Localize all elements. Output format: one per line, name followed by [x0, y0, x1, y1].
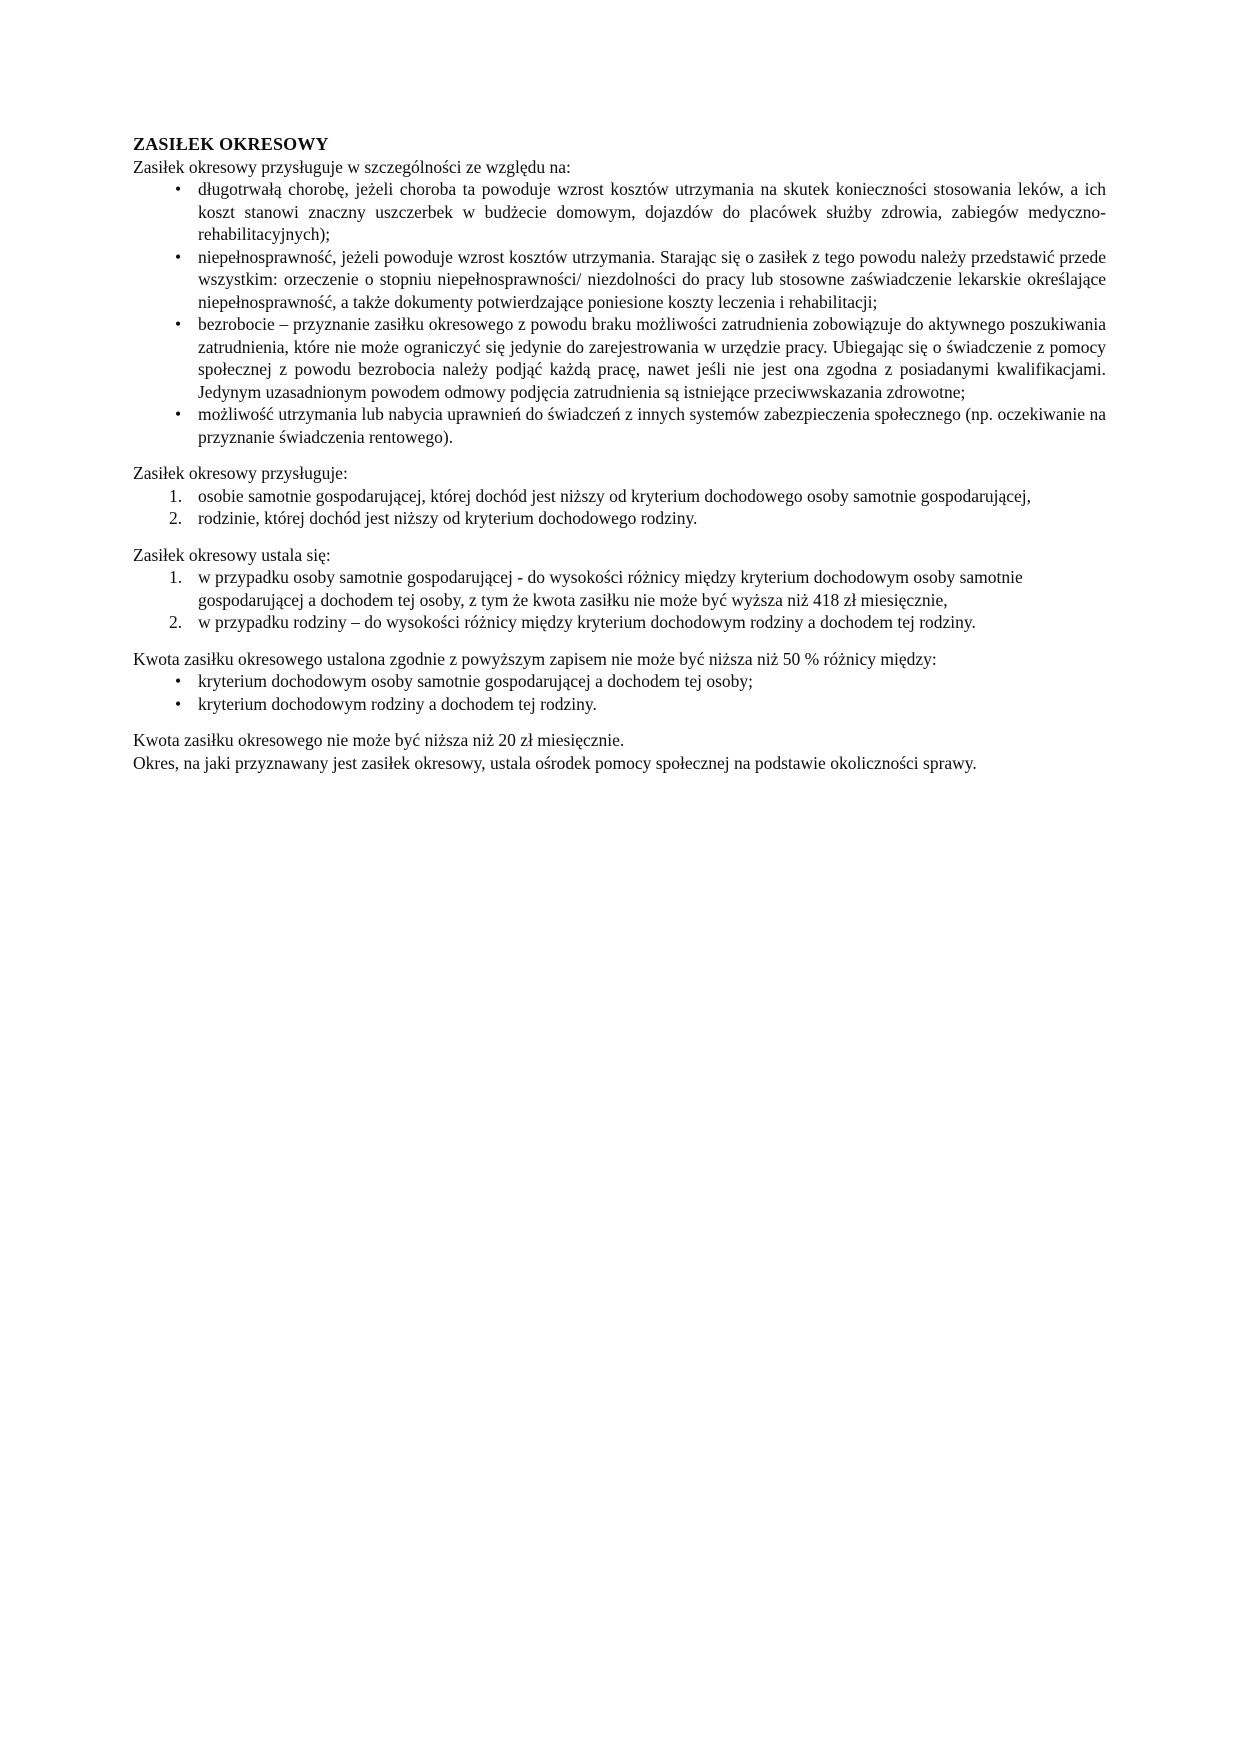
determination-lead: Zasiłek okresowy ustala się: [133, 544, 331, 565]
list-item: w przypadku osoby samotnie gospodarującej - do wysokości różnicy między kryterium dochodowym osoby samotnie gospodarującej a dochodem tej osoby, z tym że kwota zasiłku nie może być wyższa niż 418 zł miesięcznie, [198, 567, 1023, 610]
minimum-amount-lead: Kwota zasiłku okresowego ustalona zgodnie z powyższym zapisem nie może być niższa niż 50 % różnicy między: [133, 648, 937, 669]
list-item: rodzinie, której dochód jest niższy od kryterium dochodowego rodziny. [198, 508, 698, 528]
list-item: w przypadku rodziny – do wysokości różnicy między kryterium dochodowym rodziny a dochodem tej rodziny. [198, 612, 976, 632]
list-item: • bezrobocie – przyznanie zasiłku okresowego z powodu braku możliwości zatrudnienia zobowiązuje do aktywnego poszukiwania zatrudnienia, które nie może ograniczyć się jedynie do zarejestrowania w urzędzie pracy. Ubiegając się o świadczenie z pomocy społecznej z powodu bezrobocia należy podjąć każdą pracę, nawet jeśli nie jest ona zgodna z posiadanymi kwalifikacjami. Jedynym uzasadnionym powodem odmowy podjęcia zatrudnienia są istniejące przeciwwskazania zdrowotne; [133, 313, 1106, 403]
list-item: osobie samotnie gospodarującej, której dochód jest niższy od kryterium dochodowego osoby samotnie gospodarującej, [198, 485, 1032, 506]
list-item: • kryterium dochodowym rodziny a dochodem tej rodziny. [133, 693, 1106, 716]
entitled-lead: Zasiłek okresowy przysługuje: [133, 463, 348, 483]
list-item: • możliwość utrzymania lub nabycia uprawnień do świadczeń z innych systemów zabezpieczenia społecznego (np. oczekiwanie na przyznanie świadczenia rentowego). [133, 403, 1106, 448]
document-title: ZASIŁEK OKRESOWY [133, 134, 329, 154]
reasons-list [133, 178, 1106, 448]
entitled-list [133, 485, 1106, 530]
closing-period: Okres, na jaki przyznawany jest zasiłek okresowy, ustala ośrodek pomocy społecznej na podstawie okoliczności sprawy. [133, 752, 977, 773]
list-item: • niepełnosprawność, jeżeli powoduje wzrost kosztów utrzymania. Starając się o zasiłek z tego powodu należy przedstawić przede wszystkim: orzeczenie o stopniu niepełnosprawności/ niezdolności do pracy lub stosowne zaświadczenie lekarskie określające niepełnosprawność, a także dokumenty potwierdzające poniesione koszty leczenia i rehabilitacji; [133, 246, 1106, 314]
minimum-amount-list [133, 670, 1106, 715]
determination-list [133, 566, 1106, 634]
intro-paragraph: Zasiłek okresowy przysługuje w szczególności ze względu na: [133, 156, 571, 177]
list-item: • długotrwałą chorobę, jeżeli choroba ta powoduje wzrost kosztów utrzymania na skutek konieczności stosowania leków, a ich koszt stanowi znaczny uszczerbek w budżecie domowym, dojazdów do placówek służby zdrowia, zabiegów medyczno-rehabilitacyjnych); [133, 178, 1106, 246]
list-item: • kryterium dochodowym osoby samotnie gospodarującej a dochodem tej osoby; [133, 670, 1106, 693]
closing-minimum: Kwota zasiłku okresowego nie może być niższa niż 20 zł miesięcznie. [133, 730, 625, 750]
